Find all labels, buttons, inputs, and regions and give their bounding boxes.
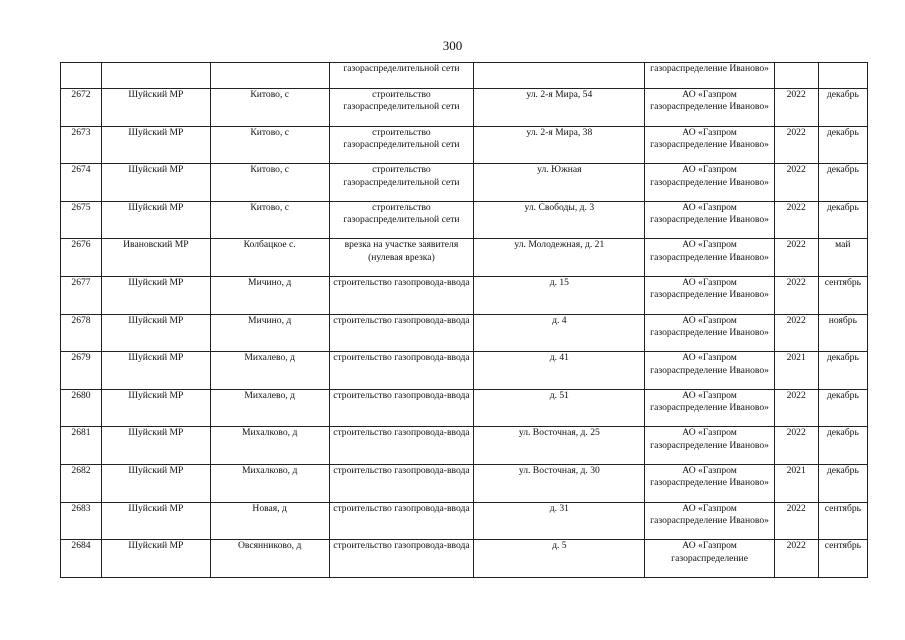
- table-row: [61, 89, 868, 127]
- cell-organization: АО «Газпром газораспределение Иваново»: [645, 89, 774, 127]
- cell-work-type: строительство газопровода-ввода: [329, 427, 474, 465]
- cell-work-type: газораспределительной сети: [329, 63, 474, 89]
- cell-number: [61, 63, 102, 89]
- cell-locality: Михалково, д: [210, 427, 329, 465]
- cell-month: декабрь: [818, 352, 867, 390]
- table-row: [61, 389, 868, 427]
- cell-work-type: строительство газопровода-ввода: [329, 352, 474, 390]
- cell-locality: Мичино, д: [210, 314, 329, 352]
- cell-number: 2679: [61, 352, 102, 390]
- gasification-table: [60, 62, 868, 578]
- cell-year: 2022: [774, 126, 818, 164]
- cell-month: декабрь: [818, 389, 867, 427]
- cell-address: д. 51: [474, 389, 645, 427]
- cell-district: Шуйский МР: [102, 126, 211, 164]
- cell-work-type: строительство газораспределительной сети: [329, 89, 474, 127]
- cell-number: 2678: [61, 314, 102, 352]
- cell-year: 2022: [774, 314, 818, 352]
- cell-address: ул. Восточная, д. 30: [474, 464, 645, 502]
- cell-work-type: врезка на участке заявителя (нулевая врезка): [329, 239, 474, 277]
- cell-organization: АО «Газпром газораспределение Иваново»: [645, 352, 774, 390]
- cell-district: Шуйский МР: [102, 540, 211, 578]
- table-row: [61, 126, 868, 164]
- cell-month: декабрь: [818, 89, 867, 127]
- cell-year: 2022: [774, 389, 818, 427]
- cell-year: 2022: [774, 239, 818, 277]
- cell-organization: АО «Газпром газораспределение Иваново»: [645, 126, 774, 164]
- cell-work-type: строительство газораспределительной сети: [329, 164, 474, 202]
- cell-address: д. 41: [474, 352, 645, 390]
- cell-locality: Михалево, д: [210, 389, 329, 427]
- cell-month: декабрь: [818, 427, 867, 465]
- cell-organization: АО «Газпром газораспределение Иваново»: [645, 464, 774, 502]
- cell-district: Шуйский МР: [102, 314, 211, 352]
- cell-address: ул. 2-я Мира, 54: [474, 89, 645, 127]
- cell-district: Шуйский МР: [102, 389, 211, 427]
- cell-locality: Китово, с: [210, 89, 329, 127]
- cell-organization: АО «Газпром газораспределение Иваново»: [645, 239, 774, 277]
- table-row-continued: [61, 63, 868, 89]
- cell-locality: [210, 63, 329, 89]
- cell-address: ул. Свободы, д. 3: [474, 201, 645, 239]
- cell-year: 2021: [774, 464, 818, 502]
- table-row: [61, 239, 868, 277]
- cell-year: [774, 63, 818, 89]
- cell-work-type: строительство газопровода-ввода: [329, 314, 474, 352]
- cell-address: ул. 2-я Мира, 38: [474, 126, 645, 164]
- cell-year: 2022: [774, 502, 818, 540]
- cell-month: сентябрь: [818, 276, 867, 314]
- cell-address: д. 31: [474, 502, 645, 540]
- cell-district: Шуйский МР: [102, 502, 211, 540]
- table-row: [61, 427, 868, 465]
- cell-month: [818, 63, 867, 89]
- cell-district: [102, 63, 211, 89]
- cell-locality: Михалково, д: [210, 464, 329, 502]
- table-row: [61, 201, 868, 239]
- cell-organization: АО «Газпром газораспределение Иваново»: [645, 164, 774, 202]
- cell-district: Шуйский МР: [102, 201, 211, 239]
- cell-address: д. 5: [474, 540, 645, 578]
- cell-month: сентябрь: [818, 540, 867, 578]
- table-row: [61, 540, 868, 578]
- cell-number: 2684: [61, 540, 102, 578]
- cell-year: 2022: [774, 427, 818, 465]
- cell-district: Шуйский МР: [102, 427, 211, 465]
- cell-year: 2022: [774, 276, 818, 314]
- cell-work-type: строительство газораспределительной сети: [329, 126, 474, 164]
- cell-locality: Михалево, д: [210, 352, 329, 390]
- cell-work-type: строительство газопровода-ввода: [329, 502, 474, 540]
- cell-number: 2673: [61, 126, 102, 164]
- cell-year: 2022: [774, 540, 818, 578]
- cell-year: 2022: [774, 201, 818, 239]
- cell-organization: АО «Газпром газораспределение Иваново»: [645, 276, 774, 314]
- cell-organization: АО «Газпром газораспределение Иваново»: [645, 389, 774, 427]
- cell-year: 2021: [774, 352, 818, 390]
- cell-district: Шуйский МР: [102, 464, 211, 502]
- table-row: [61, 464, 868, 502]
- cell-month: декабрь: [818, 164, 867, 202]
- cell-month: ноябрь: [818, 314, 867, 352]
- cell-organization: АО «Газпром газораспределение Иваново»: [645, 314, 774, 352]
- cell-locality: Китово, с: [210, 164, 329, 202]
- cell-organization: АО «Газпром газораспределение: [645, 540, 774, 578]
- cell-month: сентябрь: [818, 502, 867, 540]
- cell-district: Шуйский МР: [102, 164, 211, 202]
- cell-year: 2022: [774, 164, 818, 202]
- cell-number: 2682: [61, 464, 102, 502]
- cell-organization: газораспределение Иваново»: [645, 63, 774, 89]
- cell-organization: АО «Газпром газораспределение Иваново»: [645, 427, 774, 465]
- cell-month: декабрь: [818, 464, 867, 502]
- cell-work-type: строительство газораспределительной сети: [329, 201, 474, 239]
- cell-locality: Овсянниково, д: [210, 540, 329, 578]
- cell-address: ул. Южная: [474, 164, 645, 202]
- cell-address: д. 4: [474, 314, 645, 352]
- cell-number: 2676: [61, 239, 102, 277]
- cell-district: Шуйский МР: [102, 352, 211, 390]
- cell-work-type: строительство газопровода-ввода: [329, 389, 474, 427]
- cell-year: 2022: [774, 89, 818, 127]
- cell-number: 2677: [61, 276, 102, 314]
- cell-number: 2681: [61, 427, 102, 465]
- cell-locality: Китово, с: [210, 201, 329, 239]
- cell-address: д. 15: [474, 276, 645, 314]
- cell-number: 2675: [61, 201, 102, 239]
- cell-locality: Мичино, д: [210, 276, 329, 314]
- cell-number: 2680: [61, 389, 102, 427]
- table-row: [61, 164, 868, 202]
- cell-work-type: строительство газопровода-ввода: [329, 540, 474, 578]
- table-row: [61, 314, 868, 352]
- cell-locality: Китово, с: [210, 126, 329, 164]
- cell-address: ул. Молодежная, д. 21: [474, 239, 645, 277]
- cell-locality: Колбацкое с.: [210, 239, 329, 277]
- cell-month: май: [818, 239, 867, 277]
- table-row: [61, 352, 868, 390]
- table-row: [61, 502, 868, 540]
- cell-district: Ивановский МР: [102, 239, 211, 277]
- cell-number: 2672: [61, 89, 102, 127]
- cell-month: декабрь: [818, 126, 867, 164]
- cell-district: Шуйский МР: [102, 276, 211, 314]
- cell-number: 2674: [61, 164, 102, 202]
- cell-organization: АО «Газпром газораспределение Иваново»: [645, 201, 774, 239]
- cell-locality: Новая, д: [210, 502, 329, 540]
- page-number: 300: [442, 38, 463, 53]
- cell-work-type: строительство газопровода-ввода: [329, 464, 474, 502]
- cell-organization: АО «Газпром газораспределение Иваново»: [645, 502, 774, 540]
- cell-month: декабрь: [818, 201, 867, 239]
- cell-work-type: строительство газопровода-ввода: [329, 276, 474, 314]
- cell-address: [474, 63, 645, 89]
- cell-district: Шуйский МР: [102, 89, 211, 127]
- table-row: [61, 276, 868, 314]
- cell-address: ул. Восточная, д. 25: [474, 427, 645, 465]
- cell-number: 2683: [61, 502, 102, 540]
